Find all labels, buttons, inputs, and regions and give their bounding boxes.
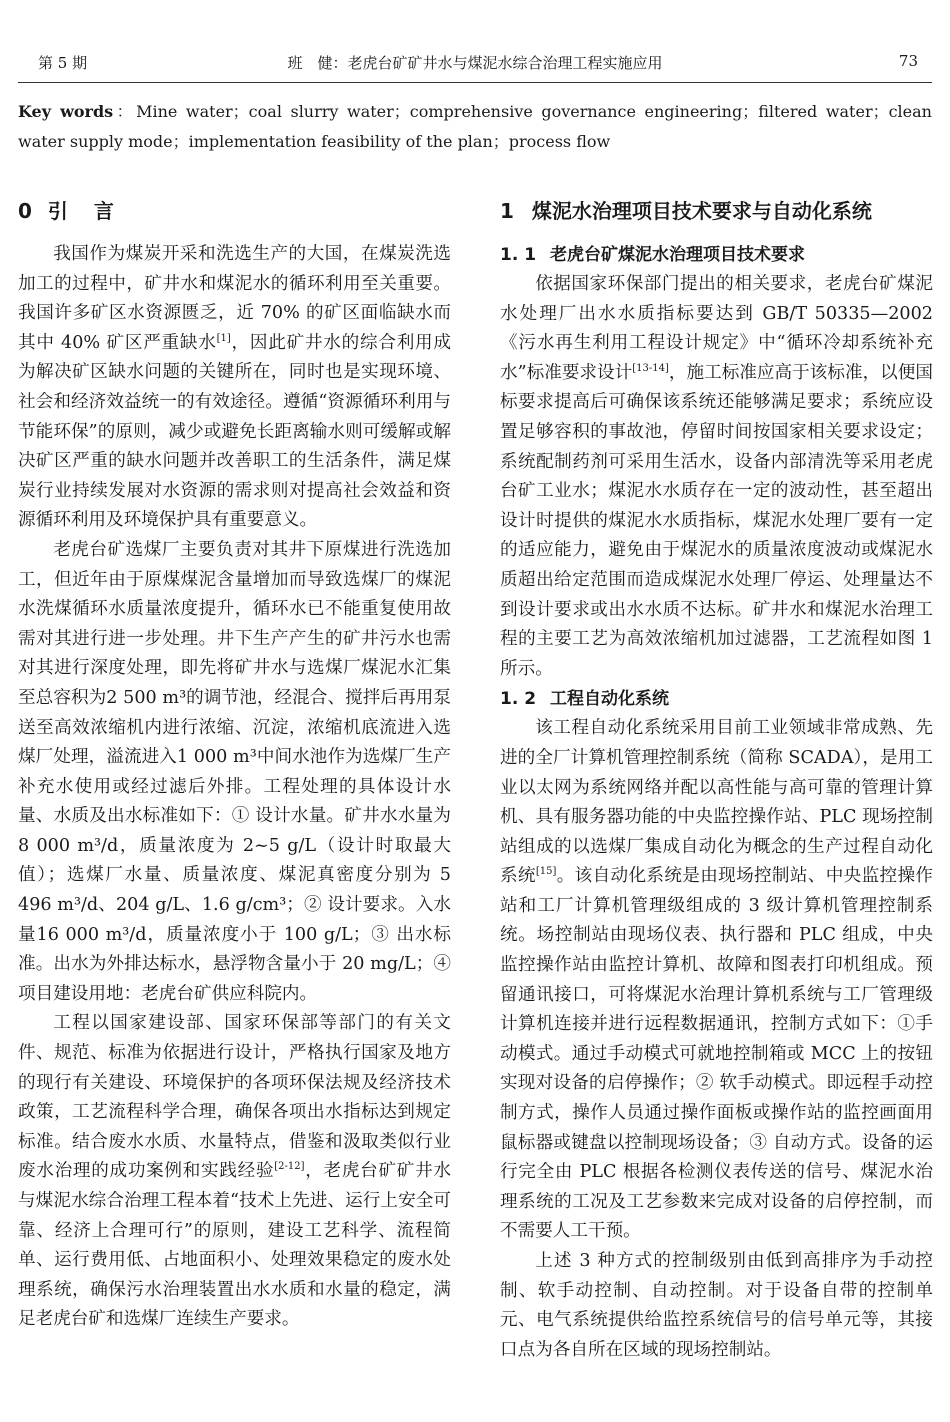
text-run: 该工程自动化系统采用目前工业领域非常成熟、先进的全厂计算机管理控制系统（简称 SCADA），是用工业以太网为系统网络并配以高性能与高可靠的管理计算机、具有服务器功能的中央监控操作站、PLC 现场控制站组成的以选煤厂集成自动化为概念的生产过程自动化系统 [500,718,933,887]
page-number: 73 [898,52,918,70]
text-run: ，老虎台矿矿井水与煤泥水综合治理工程本着“技术上先进、运行上安全可靠、经济上合理可行”的原则，建设工艺科学、流程简单、运行费用低、占地面积小、处理效果稳定的废水处理系统，确保污水治理装置出水水质和水量的稳定，满足老虎台矿和选煤厂连续生产要求。 [18,1161,451,1330]
text-run: 工程以国家建设部、国家环保部等部门的有关文件、规范、标准为依据进行设计，严格执行国家及地方的现行有关建设、环境保护的各项环保法规及经济技术政策，工艺流程科学合理，确保各项出水指标达到规定标准。结合废水水质、水量特点，借鉴和汲取类似行业废水治理的成功案例和实践经验 [18,1013,451,1182]
running-header [18,42,932,83]
subsection-1-2-number: 1. 2 [500,689,537,710]
text-run: 我国作为煤炭开采和洗选生产的大国，在煤炭洗选加工的过程中，矿井水和煤泥水的循环利用至关重要。我国许多矿区水资源匮乏，近 70% 的矿区面临缺水而其中 40% 矿区严重缺水 [18,244,451,353]
text-run: 依据国家环保部门提出的相关要求，老虎台矿煤泥水处理厂出水水质指标要达到 GB/T 50335—2002《污水再生利用工程设计规定》中“循环冷却系统补充水”标准要求设计 [500,274,933,383]
citation: [2-12] [274,1161,305,1173]
subsection-1-1-paragraph [500,270,933,684]
issue-number: 第 5 期 [38,54,88,72]
subsection-1-2-heading [500,684,933,714]
left-column [18,192,451,1335]
subsection-1-1-title: 老虎台矿煤泥水治理项目技术要求 [550,245,806,265]
intro-paragraph-1 [18,240,451,536]
subsection-1-2-paragraph-1 [500,714,933,1247]
citation: [15] [535,866,557,878]
keywords-label: Key words [18,102,114,121]
text-run: 。该自动化系统是由现场控制站、中央监控操作站和工厂计算机管理级组成的 3 级计算机管理控制系统。场控制站由现场仪表、执行器和 PLC 组成，中央监控操作站由监控计算机、故障和图表打印机组成。预留通讯接口，可将煤泥水治理计算机系统与工厂管理级计算机连接并进行远程数据通讯，控制方式如下：①手动模式。通过手动模式可就地控制箱或 MCC 上的按钮实现对设备的启停操作；② 软手动模式。即远程手动控制方式，操作人员通过操作面板或操作站的监控画面用鼠标器或键盘以控制现场设备；③ 自动方式。设备的运行完全由 PLC 根据各检测仪表传送的信号、煤泥水治理系统的工况及工艺参数来完成对设备的启停控制，而不需要人工干预。 [500,866,933,1242]
intro-paragraph-3 [18,1009,451,1335]
section-1-number: 1 [500,199,514,223]
keywords-separator: ： [113,102,137,121]
section-0-title: 引言 [47,199,140,223]
keywords-block [18,97,932,157]
subsection-1-1-heading [500,240,933,270]
section-1-heading [500,196,933,226]
section-0-number: 0 [18,199,32,223]
intro-paragraph-2: 老虎台矿选煤厂主要负责对其井下原煤进行洗选加工，但近年由于原煤煤泥含量增加而导致选煤厂的煤泥水洗煤循环水质量浓度提升，循环水已不能重复使用故需对其进行进一步处理。井下生产产生的矿井污水也需对其进行深度处理，即先将矿井水与选煤厂煤泥水汇集至总容积为2 500 m³的调节池，经混合、搅拌后再用泵送至高效浓缩机内进行浓缩、沉淀，浓缩机底流进入选煤厂处理，溢流进入1 000 m³中间水池作为选煤厂生产补充水使用或经过滤后外排。工程处理的具体设计水量、水质及出水标准如下：① 设计水量。矿井水水量为 8 000 m³/d，质量浓度为 2~5 g/L（设计时取最大值）；选煤厂水量、质量浓度、煤泥真密度分别为 5 496 m³/d、204 g/L、1.6 g/cm³；② 设计要求。入水量16 000 m³/d，质量浓度小于 100 g/L；③ 出水标准。出水为外排达标水，悬浮物含量小于 20 mg/L；④ 项目建设用地：老虎台矿供应科院内。 [18,539,451,1004]
subsection-1-2-title: 工程自动化系统 [550,689,670,710]
subsection-1-2-paragraph-2: 上述 3 种方式的控制级别由低到高排序为手动控制、软手动控制、自动控制。对于设备自带的控制单元、电气系统提供给监控系统信号的信号单元等，其接口点为各自所在区域的现场控制站。 [500,1251,933,1360]
text-run: ，施工标准应高于该标准，以便国标要求提高后可确保该系统还能够满足要求；系统应设置足够容积的事故池，停留时间按国家相关要求设定；系统配制药剂可采用生活水，设备内部清洗等采用老虎台矿工业水；煤泥水水质存在一定的波动性，甚至超出设计时提供的煤泥水水质指标，煤泥水处理厂要有一定的适应能力，避免由于煤泥水的质量浓度波动或煤泥水质超出给定范围而造成煤泥水处理厂停运、处理量达不到设计要求或出水水质不达标。矿井水和煤泥水治理工程的主要工艺为高效浓缩机加过滤器，工艺流程如图 1 所示。 [500,362,933,679]
running-title: 班 健：老虎台矿矿井水与煤泥水综合治理工程实施应用 [287,54,663,72]
keywords-text: Mine water；coal slurry water；comprehensive governance engineering；filtered water；clean water supply mode；implementation feasibility of the plan；process flow [18,102,932,151]
citation: [13-14] [632,362,669,374]
text-run: ，因此矿井水的综合利用成为解决矿区缺水问题的关键所在，同时也是实现环境、社会和经济效益统一的有效途径。遵循“资源循环利用与节能环保”的原则，减少或避免长距离输水则可缓解或解决矿区严重的缺水问题并改善职工的生活条件，满足煤炭行业持续发展对水资源的需求则对提高社会效益和资源循环利用及环境保护具有重要意义。 [18,332,451,531]
section-0-heading [18,196,451,226]
subsection-1-1-number: 1. 1 [500,245,537,265]
right-column [500,192,933,1365]
section-1-title: 煤泥水治理项目技术要求与自动化系统 [531,199,872,223]
citation: [1] [216,332,231,344]
